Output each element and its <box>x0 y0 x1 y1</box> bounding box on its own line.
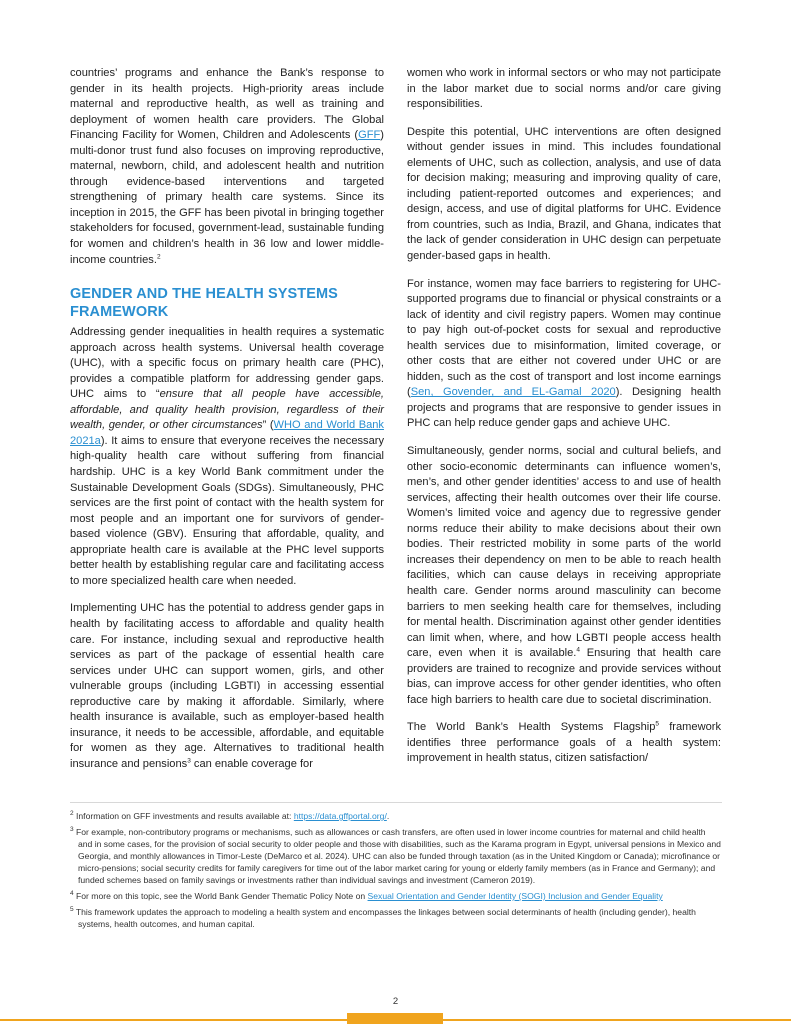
footnote-ref-2: 2 <box>156 252 161 260</box>
paragraph-implementing-uhc: Implementing UHC has the potential to address gender gaps in health by facilitating access to affordable and quality health care. For instance, including sexual and reproductive health services as part of the package of essential health care services under UHC can support women, girls, and other vulnerable groups (including LGBTI) in accessing essential reproductive care by making it affordable. Similarly, where health insurance is available, such as employer-based health insurance, it needs to be accessible, affordable, and equitable for women as they age. Alternatives to traditional health insurance and pensions$^3$ can enable coverage for <box>70 602 384 770</box>
who-worldbank-link[interactable]: WHO and World Bank 2021a <box>70 419 384 447</box>
page-number: 2 <box>392 996 399 1007</box>
section-heading: GENDER AND THE HEALTH SYSTEMS FRAMEWORK <box>70 286 338 320</box>
paragraph-barriers: For instance, women may face barriers to registering for UHC-supported programs due to financial or physical constraints or a lack of identity and civil registry papers. Women may continue to pay high out-of-pocket costs for sexual and reproductive health services due to misinformation, limited coverage, or other costs that are either not covered under UHC or are hidden, such as the cost of transport and lost income earnings (Sen, Govender, and EL-Gamal 2020). Designing health projects and programs that are responsive to gender issues in PHC can help reduce gender gaps and achieve UHC. <box>407 277 721 430</box>
footnote-ref-5: 5 <box>655 720 660 728</box>
gff-portal-link[interactable]: https://data.gffportal.org/ <box>293 811 387 821</box>
footnote-5: $^5$ This framework updates the approach to modeling a health system and encompasses the linkages between social determinants of health (including gender), health systems, health outcomes, and human capital. <box>70 906 696 929</box>
footnote-ref-3: 3 <box>187 757 191 765</box>
sogi-policy-note-link[interactable]: Sexual Orientation and Gender Identity (SOGI) Inclusion and Gender Equality <box>367 891 663 901</box>
paragraph-uhc-intro: Addressing gender inequalities in health requires a systematic approach across health systems. Universal health coverage (UHC), with a specific focus on primary health care (PHC), provides a compatible platform for addressing gender gaps. UHC aims to “ensure that all people have accessible, affordable, and quality health provision, regardless of their wealth, gender, or other circumstances” (WHO and World Bank 2021a). It aims to ensure that everyone receives the necessary high-quality health care without suffering from financial hardship. UHC is a key World Bank commitment under the Sustainable Development Goals (SDGs). Simultaneously, PHC services are the first point of contact with the health system for most people and an important one for survivors of gender-based violence (GBV). Ensuring that affordable, quality, and appropriate health care is available at the PHC level supports better health by establishing regular care and facilitating access to more specialized health care when needed. <box>70 326 384 587</box>
footnote-divider <box>70 802 722 803</box>
footnote-2: $^2$ Information on GFF investments and results available at: https://data.gffportal.org/. <box>70 810 390 821</box>
paragraph-gender-norms: Simultaneously, gender norms, social and cultural beliefs, and other socio-economic determinants can influence women’s, men’s, and other gender identities’ access to and use of health services, affecting their health outcomes over their life course. Women’s limited voice and agency due to regressive gender norms reduce their ability to make decisions about their own bodies. Their restricted mobility in some parts of the world increases their dependency on men to be able to reach health facilities, which can cause delays in receiving appropriate health care. Gender norms around masculinity can become barriers to men seeking health care for themselves, including for mental health. Discrimination against other gender identities can limit when, where, and how LGBTI people access health care, even when it is available.$^4$ Ensuring that health care providers are trained to recognize and provide services without bias, can improve access for other gender identities, who often face high barriers to health care due to societal discrimination. <box>407 445 721 706</box>
right-column <box>407 66 721 779</box>
footnotes <box>70 810 722 934</box>
footer-tab <box>347 1013 443 1024</box>
paragraph-informal-sectors: women who work in informal sectors or who may not participate in the labor market due to social norms and/or care giving responsibilities. <box>407 67 721 111</box>
paragraph-gff: countries’ programs and enhance the Bank’s response to gender in its health projects. High-priority areas include maternal and reproductive health, as well as training and deployment of women health care providers. The Global Financing Facility for Women, Children and Adolescents (GFF) multi-donor trust fund also focuses on improving reproductive, maternal, newborn, child, and adolescent health and nutrition through evidence-based interventions and targeted strengthening of primary health care systems. Since its inception in 2015, the GFF has been pivotal in bringing together stakeholders for focused, government-lead, sustainable funding for women and children’s health in 36 low and lower middle-income countries.$^2$ <box>70 67 384 266</box>
sen-govender-link[interactable]: Sen, Govender, and EL-Gamal 2020 <box>410 386 616 399</box>
footnote-3: $^3$ For example, non-contributory programs or mechanisms, such as allowances or cash transfers, are often used in lower income countries for maternal and child health and in some cases, for the provision of social security to older people and those with disabilities, such as the Karama program in Egypt, universal pensions in Mexico and Georgia, and monthly allowances in Timor-Leste (DeMarco et al. 2024). UHC can also be funded through taxation (as in the United Kingdom or Canada); microfinance or micro-pensions; social security credits for family caregivers for time out of the labor market caring for young or elderly family members (as in France and Germany); and funded schemes based on family savings or investments rather than individual savings and investment (Cameron 2019). <box>70 826 721 885</box>
paragraph-uhc-design: Despite this potential, UHC interventions are often designed without gender issues in mind. This includes foundational elements of UHC, such as collection, analysis, and use of data for decision making; measuring and improving quality of care, including patient-reported outcomes and experiences; and design, access, and use of digital platforms for UHC. Evidence from countries, such as India, Brazil, and Ghana, indicates that the lack of gender consideration in UHC design can perpetuate gender-based gaps in health. <box>407 125 721 263</box>
left-column <box>70 66 384 784</box>
footnote-4: $^4$ For more on this topic, see the World Bank Gender Thematic Policy Note on Sexual Orientation and Gender Identity (SOGI) Inclusion and Gender Equality <box>70 890 663 901</box>
uhc-quote: ensure that all people have accessible, affordable, and quality health provision, regardless of their wealth, gender, or other circumstances <box>70 388 384 432</box>
footnote-ref-4: 4 <box>576 646 580 654</box>
paragraph-flagship: The World Bank’s Health Systems Flagship$^5$ framework identifies three performance goals of a health system: improvement in health status, citizen satisfaction/ <box>407 720 721 765</box>
gff-link[interactable]: GFF <box>358 129 381 142</box>
